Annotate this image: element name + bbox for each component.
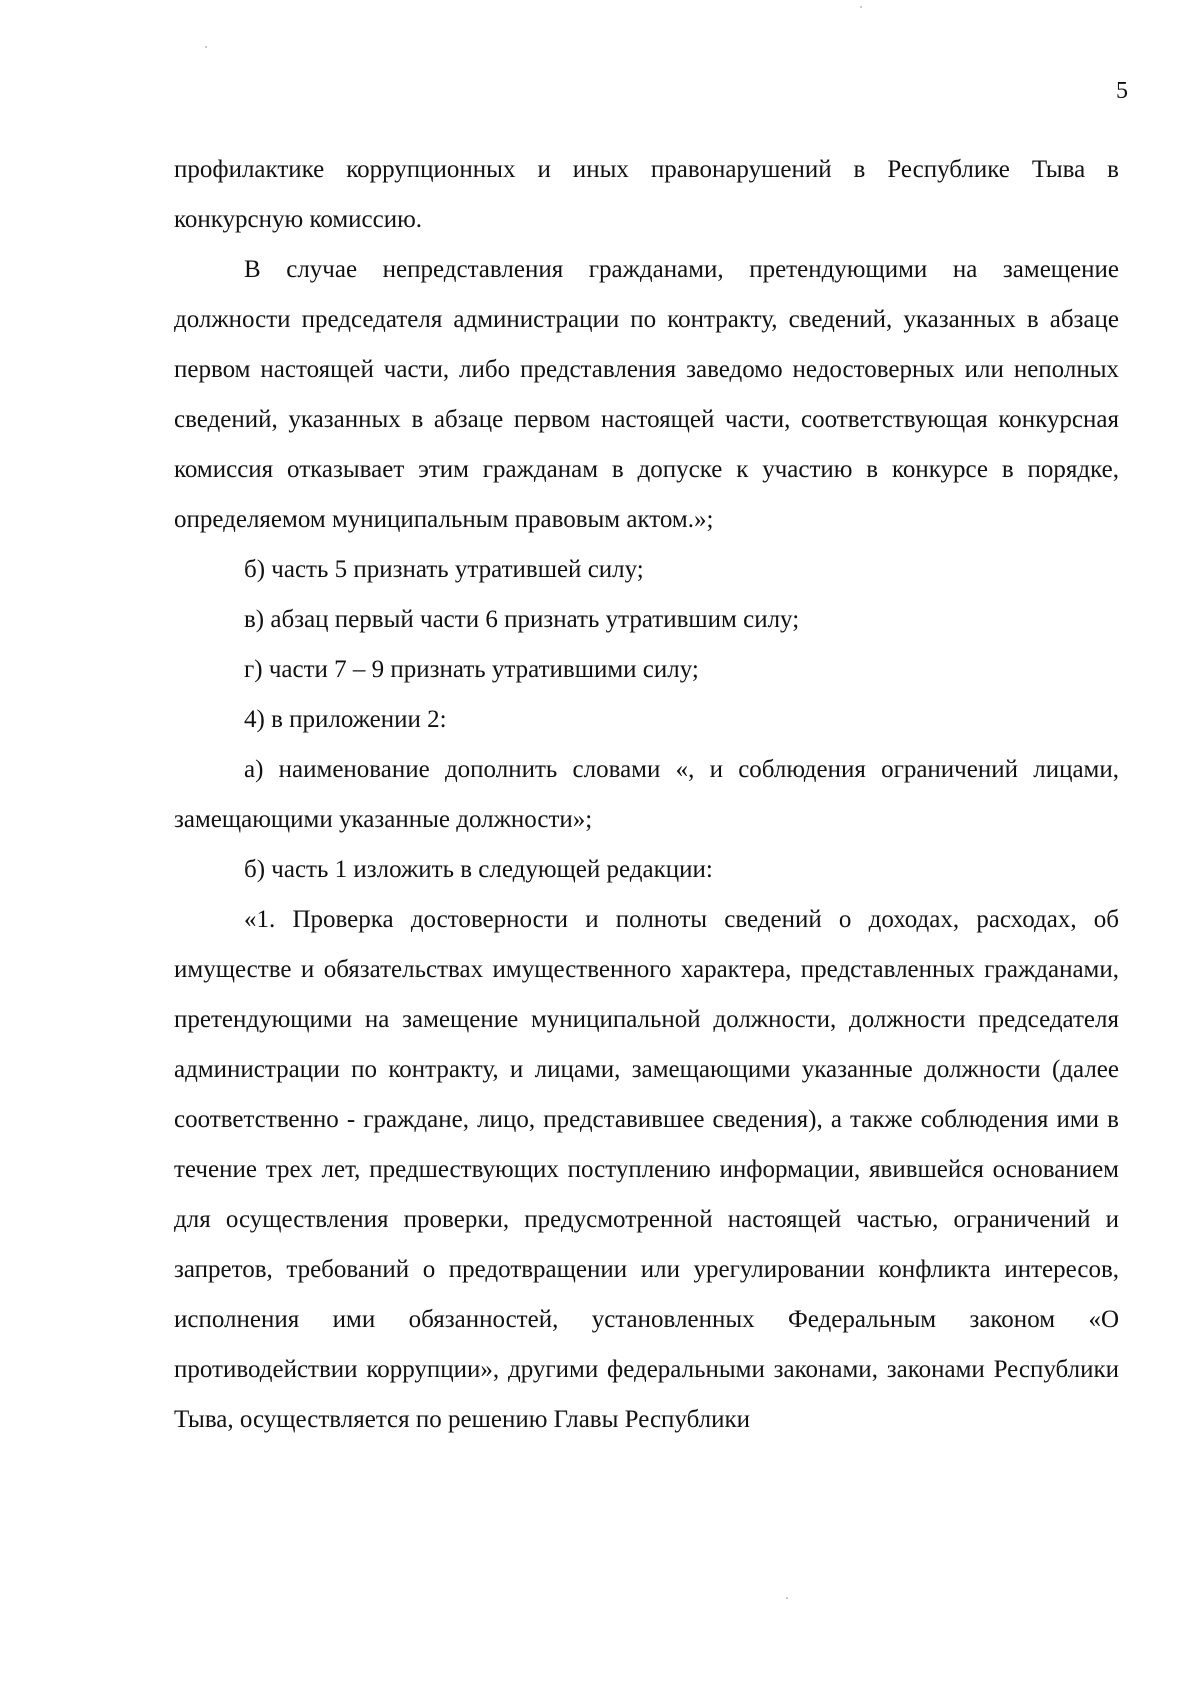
paragraph-point-4-appendix-2: 4) в приложении 2: <box>244 706 447 733</box>
paragraph-item-g-parts-7-9: г) части 7 – 9 признать утратившими силу; <box>244 656 699 683</box>
paragraph-item-b-part-1: б) часть 1 изложить в следующей редакции: <box>244 856 713 883</box>
scan-artifact-dot <box>205 46 207 48</box>
document-body <box>174 145 1119 1445</box>
scan-artifact-dot <box>786 1597 788 1599</box>
paragraph-continuation: профилактике коррупционных и иных правонарушений в Республике Тыва в конкурсную комиссию. <box>174 156 1119 233</box>
paragraph-item-a-title: а) наименование дополнить словами «, и соблюдения ограничений лицами, замещающими указанные должности»; <box>174 756 1119 833</box>
scan-artifact-dot <box>860 6 862 8</box>
paragraph-item-v-part-6: в) абзац первый части 6 признать утратившим силу; <box>244 606 800 633</box>
paragraph-item-b-part-5: б) часть 5 признать утратившей силу; <box>244 556 644 583</box>
page-number: 5 <box>1116 78 1128 104</box>
paragraph-new-part-1-text: «1. Проверка достоверности и полноты сведений о доходах, расходах, об имуществе и обязательствах имущественного характера, представленных гражданами, претендующими на замещение муниципальной должности, должности председателя администрации по контракту, и лицами, замещающими указанные должности (далее соответственно - граждане, лицо, представившее сведения), а также соблюдения ими в течение трех лет, предшествующих поступлению информации, явившейся основанием для осуществления проверки, предусмотренной настоящей частью, ограничений и запретов, требований о предотвращении или урегулировании конфликта интересов, исполнения ими обязанностей, установленных Федеральным законом «О противодействии коррупции», другими федеральными законами, законами Республики Тыва, осуществляется по решению Главы Республики <box>174 906 1119 1433</box>
paragraph-nonsubmission-consequences: В случае непредставления гражданами, претендующими на замещение должности председателя администрации по контракту, сведений, указанных в абзаце первом настоящей части, либо представления заведомо недостоверных или неполных сведений, указанных в абзаце первом настоящей части, соответствующая конкурсная комиссия отказывает этим гражданам в допуске к участию в конкурсе в порядке, определяемом муниципальным правовым актом.»; <box>174 256 1119 533</box>
